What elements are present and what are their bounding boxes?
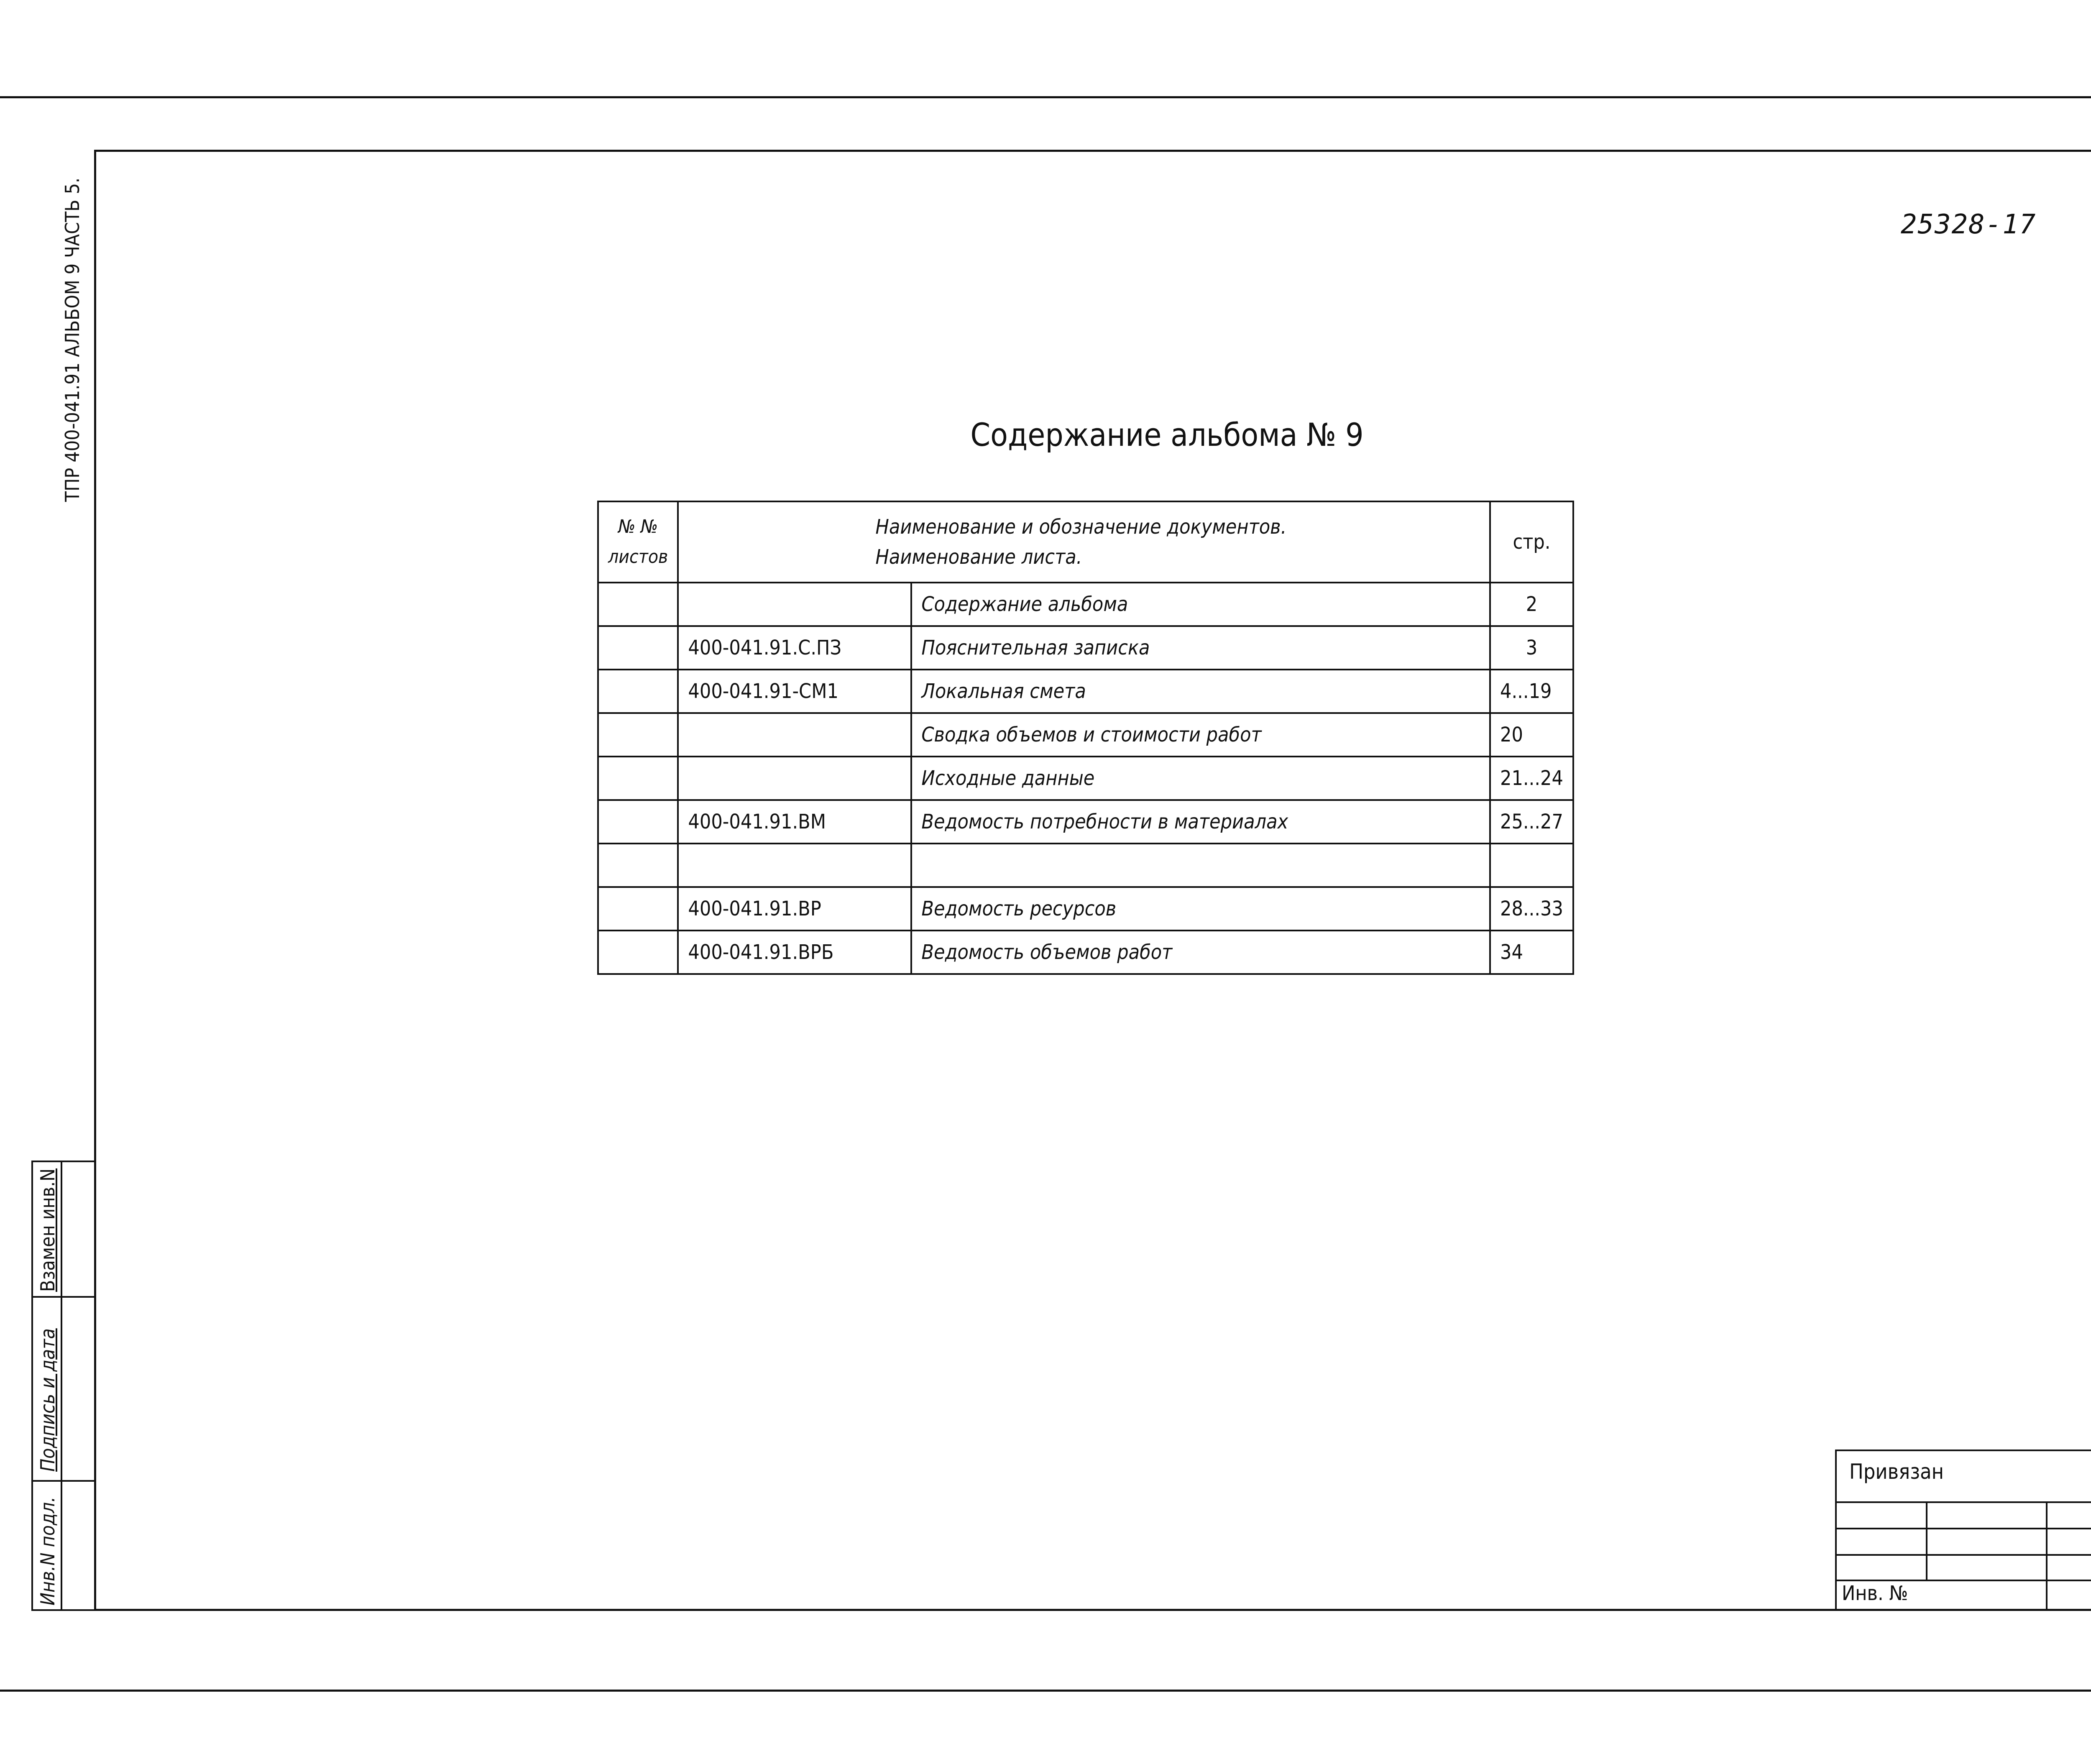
- replaced-inventory-label: Взамен инв.N: [36, 1168, 59, 1292]
- row-sheet-number: [598, 931, 678, 974]
- table-row: [598, 626, 1573, 670]
- stamp-line: [2046, 1501, 2048, 1609]
- left-stamp-block: [31, 1161, 96, 1611]
- signature-date-label: Подпись и дата: [36, 1328, 59, 1472]
- row-document-name: Ведомость ресурсов: [911, 887, 1490, 931]
- stamp-line: [1837, 1528, 2091, 1529]
- row-document-name: [911, 844, 1490, 887]
- row-document-code: 400-041.91-СМ1: [678, 670, 911, 713]
- row-sheet-number: [598, 800, 678, 844]
- stamp-divider: [33, 1480, 95, 1482]
- table-row: [598, 670, 1573, 713]
- toc-table: [597, 501, 1574, 975]
- row-sheet-number: [598, 626, 678, 670]
- stamp-line: [1837, 1554, 2091, 1556]
- row-page: 25...27: [1490, 800, 1573, 844]
- row-document-code: [678, 583, 911, 626]
- row-document-name: Ведомость потребности в материалах: [911, 800, 1490, 844]
- header-name-line2: Наименование листа.: [875, 545, 1082, 569]
- table-row: [598, 844, 1573, 887]
- binding-stamp: [1835, 1450, 2091, 1611]
- row-page: 28...33: [1490, 887, 1573, 931]
- table-row: [598, 583, 1573, 626]
- header-num-line2: листов: [608, 546, 668, 568]
- row-document-code: 400-041.91.ВР: [678, 887, 911, 931]
- row-page: 4...19: [1490, 670, 1573, 713]
- row-document-code: [678, 844, 911, 887]
- header-page: стр.: [1490, 501, 1573, 583]
- stamp-line: [1837, 1501, 2091, 1503]
- row-sheet-number: [598, 757, 678, 800]
- row-document-code: [678, 713, 911, 757]
- row-sheet-number: [598, 670, 678, 713]
- row-document-code: 400-041.91.ВМ: [678, 800, 911, 844]
- row-document-code: [678, 757, 911, 800]
- stamp-line: [1837, 1580, 2091, 1581]
- row-page: [1490, 844, 1573, 887]
- stamp-line: [1926, 1501, 1927, 1580]
- row-page: 20: [1490, 713, 1573, 757]
- row-document-code: 400-041.91.ВРБ: [678, 931, 911, 974]
- row-page: 3: [1490, 626, 1573, 670]
- header-name-line1: Наименование и обозначение документов.: [875, 515, 1287, 539]
- row-document-name: Пояснительная записка: [911, 626, 1490, 670]
- table-row: [598, 931, 1573, 974]
- row-document-code: 400-041.91.С.ПЗ: [678, 626, 911, 670]
- row-page: 2: [1490, 583, 1573, 626]
- toc-title-wrapper: [0, 416, 2091, 453]
- side-title: ТПР 400-041.91 АЛЬБОМ 9 ЧАСТЬ 5.: [61, 177, 84, 502]
- stamp-divider: [33, 1296, 95, 1298]
- document-id: 25328-17: [1901, 209, 2037, 240]
- toc-header-row: [598, 501, 1573, 583]
- table-row: [598, 757, 1573, 800]
- row-document-name: Исходные данные: [911, 757, 1490, 800]
- original-inventory-label: Инв.N подл.: [36, 1496, 59, 1605]
- row-page: 21...24: [1490, 757, 1573, 800]
- row-sheet-number: [598, 844, 678, 887]
- row-document-name: Ведомость объемов работ: [911, 931, 1490, 974]
- table-row: [598, 713, 1573, 757]
- header-sheet-numbers: [598, 501, 678, 583]
- toc-title: Содержание альбома № 9: [970, 416, 1364, 453]
- row-document-name: Содержание альбома: [911, 583, 1490, 626]
- inventory-number-label: Инв. №: [1842, 1582, 1908, 1605]
- table-row: [598, 800, 1573, 844]
- header-document-name: [678, 501, 1490, 583]
- stamp-divider: [61, 1162, 62, 1609]
- header-num-line1: № №: [618, 516, 658, 537]
- row-sheet-number: [598, 887, 678, 931]
- row-sheet-number: [598, 583, 678, 626]
- bound-label: Привязан: [1849, 1460, 1944, 1484]
- table-row: [598, 887, 1573, 931]
- row-page: 34: [1490, 931, 1573, 974]
- row-document-name: Локальная смета: [911, 670, 1490, 713]
- row-sheet-number: [598, 713, 678, 757]
- row-document-name: Сводка объемов и стоимости работ: [911, 713, 1490, 757]
